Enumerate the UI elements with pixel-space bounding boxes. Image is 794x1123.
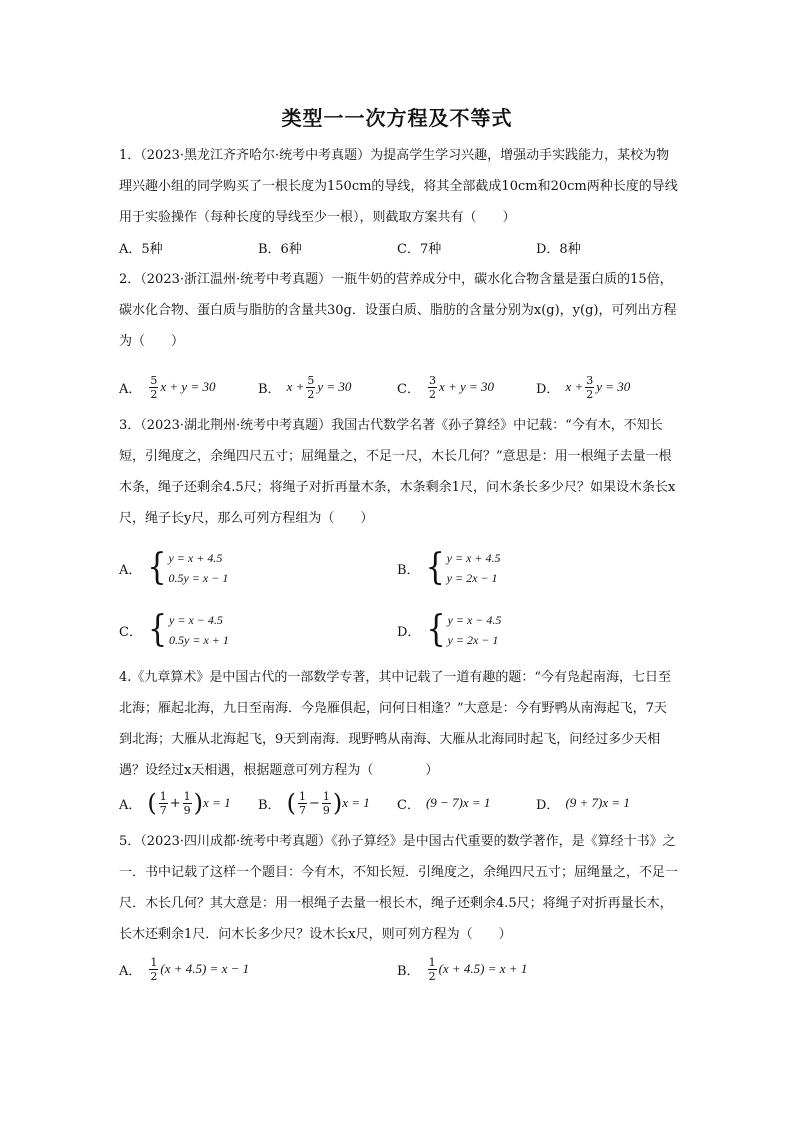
equation: y = 30 [317, 379, 352, 394]
q1-option-c: C．7种 [397, 241, 442, 257]
question-2-options [119, 370, 679, 404]
equation-prefix: x + [286, 379, 305, 394]
q4-option-d [536, 786, 630, 820]
option-label: B． [397, 562, 420, 578]
q3-option-c [119, 608, 229, 652]
q4-option-b: B． ( $\frac{1}{7}$ − $\frac{1}{9}$ ) x = 1 [258, 789, 370, 817]
option-label: A． [119, 797, 142, 813]
option-label: B． [397, 963, 420, 979]
q2-option-b [258, 370, 351, 404]
q4-option-a: A． ( $\frac{1}{7}$ + $\frac{1}{9}$ ) x = 1 [119, 789, 231, 817]
q4-option-c [397, 786, 490, 820]
fraction: $\frac{1}{7}$ [298, 789, 306, 817]
question-5-options [119, 952, 679, 986]
question-4-options [119, 786, 679, 820]
option-label: A． [119, 381, 142, 397]
equation-system: { y = x + 4.5 0.5y = x − 1 [147, 546, 229, 589]
fraction: $\frac{3}{2}$ [586, 373, 594, 401]
operator: − [308, 795, 320, 811]
equation: x + y = 30 [438, 379, 495, 394]
question-4-text: 4.《九章算术》是中国古代的一部数学专著，其中记载了一道有趣的题：“今有凫起南海，七日至北海；雁起北海，九日至南海．今凫雁俱起，问何日相逢？”大意是：今有野鸭从南海起飞，7天到北海；大雁从北海起飞，9天到南海．现野鸭从南海、大雁从北海同时起飞，问经过多少天相遇？设经过x天相遇，根据题意可列方程为（ ） [119, 670, 672, 778]
brace-icon: { [147, 608, 168, 651]
page-title: 类型一一次方程及不等式 [281, 106, 513, 130]
q2-option-c [397, 370, 494, 404]
question-5-text: 5．（2023·四川成都·统考中考真题）《孙子算经》是中国古代重要的数学著作，是《算经十书》之一．书中记载了这样一个题目：今有木，不知长短．引绳度之，余绳四尺五寸；屈绳量之，不足一尺．木长几何？其大意是：用一根绳子去量一根长木，绳子还剩余4.5尺；将绳子对折再量长木，长木还剩余1尺．问木长多少尺？设木长x尺，则可列方程为（ ） [119, 834, 679, 942]
question-1-text: 1．（2023·黑龙江齐齐哈尔·统考中考真题）为提高学生学习兴趣，增强动手实践能力，某校为物理兴趣小组的同学购买了一根长度为150cm的导线，将其全部截成10cm和20cm两种长度的导线用于实验操作（每种长度的导线至少一根），则截取方案共有（ ） [119, 148, 678, 225]
option-label: D． [397, 624, 421, 640]
option-label: B． [258, 381, 281, 397]
fraction: $\frac{1}{2}$ [150, 955, 158, 983]
q5-option-b [397, 952, 527, 986]
fraction: $\frac{5}{2}$ [150, 373, 158, 401]
equation: x = 1 [203, 795, 231, 810]
question-3-options-ab [119, 546, 679, 590]
option-label: A． [119, 963, 142, 979]
equation-prefix: x + [565, 379, 584, 394]
q1-option-b: B．6种 [258, 241, 302, 257]
operator: + [169, 795, 181, 811]
equation-system: { y = x − 4.5 y = 2x − 1 [426, 608, 502, 651]
brace-icon: { [426, 608, 446, 651]
equation-system: { y = x − 4.5 0.5y = x + 1 [147, 608, 229, 651]
q2-option-a [119, 370, 215, 404]
brace-icon: { [425, 546, 445, 589]
question-1-options [119, 230, 679, 264]
option-label: B． [258, 797, 281, 813]
q3-option-d [397, 608, 501, 652]
question-3-text: 3．（2023·湖北荆州·统考中考真题）我国古代数学名著《孙子算经》中记载：“今有木，不知长短，引绳度之，余绳四尺五寸；屈绳量之，不足一尺，木长几何？”意思是：用一根绳子去量一根木条，绳子还剩余4.5尺；将绳子对折再量木条，木条剩余1尺，问木条长多少尺？如果设木条长x尺，绳子长y尺，那么可列方程组为（ ） [119, 418, 676, 526]
equation: y = 30 [596, 379, 631, 394]
option-label: A． [119, 562, 142, 578]
question-3-options-cd [119, 608, 679, 652]
question-2-text: 2．（2023·浙江温州·统考中考真题）一瓶牛奶的营养成分中，碳水化合物含量是蛋白质的15倍，碳水化合物、蛋白质与脂肪的含量共30g．设蛋白质、脂肪的含量分别为x(g)，y(g)，可列出方程为（ ） [119, 272, 677, 349]
fraction: $\frac{3}{2}$ [428, 373, 436, 401]
fraction: $\frac{1}{7}$ [159, 789, 167, 817]
equation: (x + 4.5) = x − 1 [160, 961, 250, 976]
q1-option-a: A．5种 [119, 241, 163, 257]
fraction: $\frac{1}{2}$ [428, 955, 436, 983]
q3-option-a [119, 546, 228, 590]
fraction: $\frac{5}{2}$ [307, 373, 315, 401]
equation: x = 1 [342, 795, 370, 810]
q2-option-d [536, 370, 630, 404]
q5-option-a [119, 952, 249, 986]
q1-option-d: D．8种 [536, 241, 581, 257]
fraction: $\frac{1}{9}$ [322, 789, 330, 817]
option-label: C． [397, 797, 420, 813]
equation: (x + 4.5) = x + 1 [438, 961, 528, 976]
option-label: D． [536, 381, 560, 397]
equation: (9 + 7)x = 1 [565, 795, 630, 810]
q3-option-b [397, 546, 501, 590]
brace-icon: { [147, 546, 167, 589]
option-label: D． [536, 797, 560, 813]
option-label: C． [397, 381, 420, 397]
equation-system: { y = x + 4.5 y = 2x − 1 [425, 546, 501, 589]
option-label: C． [119, 624, 142, 640]
equation: x + y = 30 [160, 379, 216, 394]
fraction: $\frac{1}{9}$ [183, 789, 191, 817]
equation: (9 − 7)x = 1 [425, 795, 491, 810]
